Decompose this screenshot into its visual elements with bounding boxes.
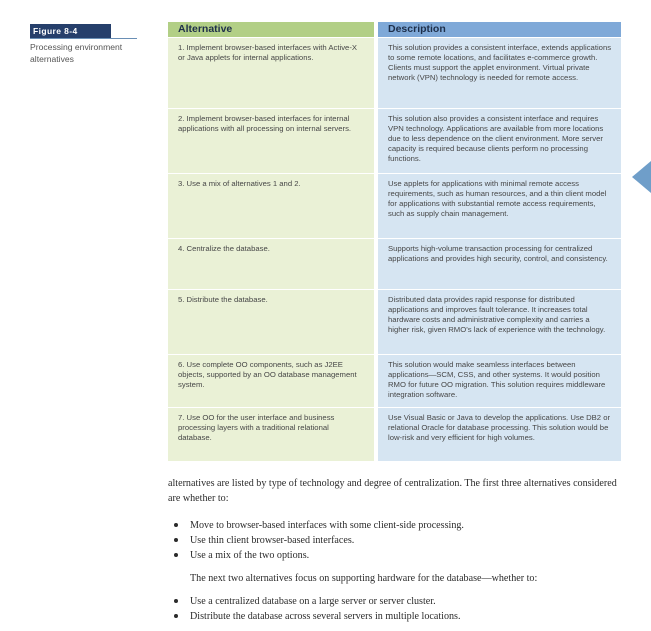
alternative-cell: 1. Implement browser-based interfaces with Active-X or Java applets for internal applications. — [168, 37, 374, 108]
list-item: Use a centralized database on a large server or server cluster. — [168, 594, 623, 609]
paragraph-1: alternatives are listed by type of technology and degree of centralization. The first three alternatives considered are whether to: — [168, 478, 617, 504]
table-row — [168, 37, 621, 108]
description-cell: This solution also provides a consistent interface and requires VPN technology. Applications are available from more locations due to less dependence on the client environment. More server capacity is required because clients perform no processing functions. — [374, 108, 621, 173]
bullet-list-1 — [168, 518, 623, 563]
description-cell: Use applets for applications with minimal remote access requirements, such as human resources, and a thin client model for applications with substantial remote access requirements, such as supply chain management. — [374, 173, 621, 238]
figure-label-rule — [30, 38, 137, 39]
list-item: Use thin client browser-based interfaces. — [168, 533, 623, 548]
description-cell: Use Visual Basic or Java to develop the applications. Use DB2 or relational Oracle for database processing. This solution would be low-risk and very efficient for high volumes. — [374, 407, 621, 461]
list-item: Move to browser-based interfaces with some client-side processing. — [168, 518, 623, 533]
description-cell: Distributed data provides rapid response for distributed applications and improves fault tolerance. It increases total hardware costs and administrative complexity and carries a higher risk, given RMO’s lack of experience with the technology. — [374, 289, 621, 354]
list-item: Use a mix of the two options. — [168, 548, 623, 563]
list-item: Distribute the database across several servers in multiple locations. — [168, 609, 623, 624]
table-row — [168, 407, 621, 461]
table-row — [168, 289, 621, 354]
alternatives-table — [168, 22, 621, 461]
body-text — [168, 476, 623, 624]
table-row — [168, 108, 621, 173]
table-header-row — [168, 22, 621, 37]
alternative-cell: 7. Use OO for the user interface and business processing layers with a traditional relational database. — [168, 407, 374, 461]
alternative-cell: 3. Use a mix of alternatives 1 and 2. — [168, 173, 374, 238]
table-row — [168, 238, 621, 289]
description-cell: This solution provides a consistent interface, extends applications to some remote locations, and facilitates e-commerce growth. Clients must support the applet environment. Virtual private network (VPN) technology is needed for remote access. — [374, 37, 621, 108]
figure-caption: Processing environment alternatives — [30, 42, 123, 64]
table-row — [168, 354, 621, 407]
paragraph-2: The next two alternatives focus on supporting hardware for the database—whether to: — [190, 573, 538, 584]
description-cell: This solution would make seamless interfaces between applications—SCM, CSS, and other systems. It would position RMO for future OO migration. This solution requires middleware integration software. — [374, 354, 621, 407]
alternative-cell: 6. Use complete OO components, such as J2EE objects, supported by an OO database management system. — [168, 354, 374, 407]
description-cell: Supports high-volume transaction processing for centralized applications and provides high security, control, and consistency. — [374, 238, 621, 289]
alternative-cell: 5. Distribute the database. — [168, 289, 374, 354]
alternative-cell: 4. Centralize the database. — [168, 238, 374, 289]
figure-label: Figure 8-4 — [30, 24, 111, 38]
description-column-header: Description — [374, 22, 621, 37]
alternative-cell: 2. Implement browser-based interfaces for internal applications with all processing on internal servers. — [168, 108, 374, 173]
bullet-list-2 — [168, 594, 623, 624]
page-edge-marker-icon — [632, 161, 651, 193]
alternative-column-header: Alternative — [168, 22, 374, 37]
table-row — [168, 173, 621, 238]
